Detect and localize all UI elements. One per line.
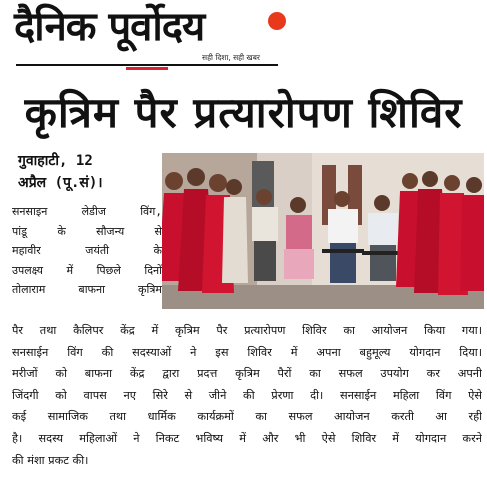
- lead-line: पांडू के सौजन्य से: [12, 224, 162, 238]
- article-dateline: [18, 150, 158, 194]
- logo-sun-dot: [268, 12, 286, 30]
- article-body: [12, 320, 482, 471]
- article-lead-column: [12, 202, 162, 300]
- lead-line: सनसाइन लेडीज विंग,: [12, 205, 162, 218]
- newspaper-tagline: सही दिशा, सही खबर: [202, 53, 260, 62]
- body-line: की मंशा प्रकट की।: [12, 453, 89, 467]
- body-line: कई सामाजिक तथा धार्मिक कार्यक्रमों का सफल आयोजन करती आ रही: [12, 410, 482, 424]
- body-line: पैर तथा कैलिपर केंद्र में कृत्रिम पैर प्रत्यारोपण शिविर का आयोजन किया गया।: [12, 324, 482, 337]
- dateline-line: गुवाहाटी, 12: [18, 153, 93, 169]
- body-line: जिंदगी को वापस नए सिरे से जीने की प्रेरणा दी। सनसाईन महिला विंग ऐसे: [12, 388, 482, 402]
- group-photo-illustration: [162, 153, 484, 309]
- article-photo: [162, 153, 484, 309]
- lead-line: तोलाराम बाफना कृत्रिम: [12, 283, 162, 297]
- dateline-line: अप्रैल (पू.सं)।: [18, 175, 103, 191]
- body-line: है। सदस्य महिलाओं ने निकट भविष्य में और भी ऐसे शिविर में योगदान करने: [12, 431, 482, 445]
- lead-line: महावीर जयंती के: [12, 244, 162, 258]
- body-line: सनसाईन विंग की सदस्याओं ने इस शिविर में अपना बहुमूल्य योगदान दिया।: [12, 345, 482, 359]
- newspaper-masthead: [6, 0, 296, 72]
- newspaper-logo: दैनिक पूर्वोदय: [14, 4, 205, 50]
- article-headline: कृत्रिम पैर प्रत्यारोपण शिविर: [24, 88, 463, 137]
- lead-line: उपलक्ष्य में पिछले दिनों: [12, 263, 162, 277]
- masthead-rule: [16, 64, 278, 66]
- masthead-red-bar: [126, 67, 168, 70]
- body-line: मरीजों को बाफना केंद्र द्वारा प्रदत्त कृत्रिम पैरों का सफल उपयोग कर अपनी: [12, 367, 482, 381]
